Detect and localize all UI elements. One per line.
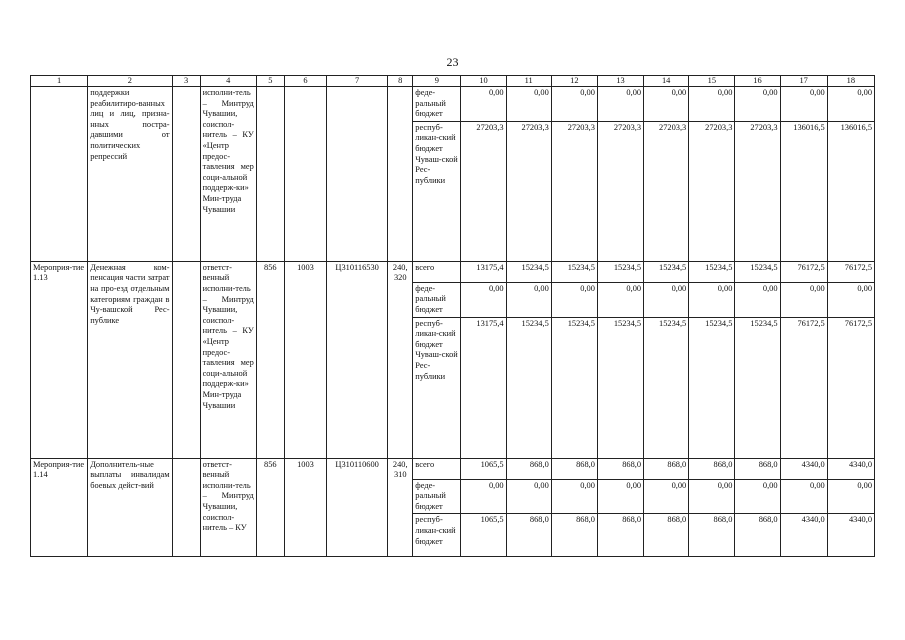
amount-cell: 76172,5 bbox=[780, 317, 827, 458]
amount-cell: 15234,5 bbox=[506, 317, 551, 458]
funding-source-cell: респуб-ликан-ский бюджет Чуваш-ской Рес-публики bbox=[413, 121, 461, 261]
subprogram-cell bbox=[172, 261, 200, 458]
amount-cell: 1065,5 bbox=[461, 514, 506, 557]
executor-cell: исполни-тель – Минтруд Чувашии, соиспол-нитель – КУ «Центр предос-тавления мер соци-альной поддерж-ки» Мин-труда Чувашии bbox=[200, 87, 256, 262]
amount-cell: 0,00 bbox=[689, 87, 735, 122]
amount-cell: 0,00 bbox=[735, 282, 780, 317]
column-number: 4 bbox=[200, 76, 256, 87]
expense-type-cell: 240, 320 bbox=[388, 261, 413, 458]
column-number: 16 bbox=[735, 76, 780, 87]
amount-cell: 868,0 bbox=[735, 458, 780, 479]
amount-cell: 27203,3 bbox=[644, 121, 689, 261]
amount-cell: 868,0 bbox=[689, 514, 735, 557]
amount-cell: 15234,5 bbox=[597, 261, 643, 282]
column-number: 10 bbox=[461, 76, 506, 87]
amount-cell: 0,00 bbox=[644, 282, 689, 317]
amount-cell: 4340,0 bbox=[827, 458, 874, 479]
amount-cell: 0,00 bbox=[827, 479, 874, 514]
amount-cell: 0,00 bbox=[780, 87, 827, 122]
amount-cell: 0,00 bbox=[827, 87, 874, 122]
amount-cell: 13175,4 bbox=[461, 261, 506, 282]
section-code-cell: 1003 bbox=[284, 458, 326, 557]
target-article-cell: Ц310110600 bbox=[327, 458, 388, 557]
program-table bbox=[30, 75, 875, 557]
amount-cell: 868,0 bbox=[644, 514, 689, 557]
amount-cell: 0,00 bbox=[506, 479, 551, 514]
amount-cell: 15234,5 bbox=[551, 261, 597, 282]
amount-cell: 0,00 bbox=[735, 87, 780, 122]
column-number: 3 bbox=[172, 76, 200, 87]
amount-cell: 15234,5 bbox=[551, 317, 597, 458]
amount-cell: 868,0 bbox=[506, 458, 551, 479]
amount-cell: 76172,5 bbox=[827, 261, 874, 282]
amount-cell: 0,00 bbox=[551, 282, 597, 317]
activity-name-cell: Дополнитель-ные выплаты инвалидам боевых дейст-вий bbox=[88, 458, 172, 557]
table-row bbox=[31, 87, 875, 122]
expense-type-cell bbox=[388, 87, 413, 262]
grbs-code-cell bbox=[256, 87, 284, 262]
amount-cell: 0,00 bbox=[506, 282, 551, 317]
column-number: 17 bbox=[780, 76, 827, 87]
amount-cell: 868,0 bbox=[689, 458, 735, 479]
amount-cell: 0,00 bbox=[780, 479, 827, 514]
amount-cell: 0,00 bbox=[597, 479, 643, 514]
amount-cell: 0,00 bbox=[735, 479, 780, 514]
amount-cell: 0,00 bbox=[644, 479, 689, 514]
column-number: 15 bbox=[689, 76, 735, 87]
amount-cell: 0,00 bbox=[506, 87, 551, 122]
expense-type-cell: 240, 310 bbox=[388, 458, 413, 557]
amount-cell: 868,0 bbox=[506, 514, 551, 557]
amount-cell: 15234,5 bbox=[597, 317, 643, 458]
amount-cell: 868,0 bbox=[597, 458, 643, 479]
amount-cell: 868,0 bbox=[551, 458, 597, 479]
funding-source-cell: всего bbox=[413, 458, 461, 479]
amount-cell: 15234,5 bbox=[689, 261, 735, 282]
amount-cell: 0,00 bbox=[689, 282, 735, 317]
amount-cell: 15234,5 bbox=[735, 317, 780, 458]
amount-cell: 868,0 bbox=[597, 514, 643, 557]
column-number: 11 bbox=[506, 76, 551, 87]
amount-cell: 27203,3 bbox=[551, 121, 597, 261]
amount-cell: 136016,5 bbox=[780, 121, 827, 261]
amount-cell: 1065,5 bbox=[461, 458, 506, 479]
column-number: 5 bbox=[256, 76, 284, 87]
column-number: 13 bbox=[597, 76, 643, 87]
activity-name-cell: Денежная ком-пенсация части затрат на про-езд отдельным категориям граждан в Чу-вашской Рес-публике bbox=[88, 261, 172, 458]
target-article-cell: Ц310116530 bbox=[327, 261, 388, 458]
amount-cell: 15234,5 bbox=[506, 261, 551, 282]
column-number-row bbox=[31, 76, 875, 87]
funding-source-cell: респуб-ликан-ский бюджет bbox=[413, 514, 461, 557]
table-row bbox=[31, 458, 875, 479]
amount-cell: 4340,0 bbox=[780, 458, 827, 479]
amount-cell: 15234,5 bbox=[735, 261, 780, 282]
funding-source-cell: феде-ральный бюджет bbox=[413, 479, 461, 514]
funding-source-cell: феде-ральный бюджет bbox=[413, 282, 461, 317]
column-number: 2 bbox=[88, 76, 172, 87]
amount-cell: 4340,0 bbox=[827, 514, 874, 557]
amount-cell: 27203,3 bbox=[735, 121, 780, 261]
column-number: 8 bbox=[388, 76, 413, 87]
amount-cell: 15234,5 bbox=[644, 317, 689, 458]
table-row bbox=[31, 261, 875, 282]
amount-cell: 0,00 bbox=[461, 87, 506, 122]
amount-cell: 4340,0 bbox=[780, 514, 827, 557]
amount-cell: 0,00 bbox=[461, 479, 506, 514]
target-article-cell bbox=[327, 87, 388, 262]
activity-number-cell bbox=[31, 87, 88, 262]
amount-cell: 76172,5 bbox=[827, 317, 874, 458]
amount-cell: 13175,4 bbox=[461, 317, 506, 458]
amount-cell: 27203,3 bbox=[689, 121, 735, 261]
amount-cell: 0,00 bbox=[644, 87, 689, 122]
section-code-cell: 1003 bbox=[284, 261, 326, 458]
activity-number-cell: Мероприя-тие 1.13 bbox=[31, 261, 88, 458]
amount-cell: 0,00 bbox=[689, 479, 735, 514]
amount-cell: 0,00 bbox=[461, 282, 506, 317]
amount-cell: 76172,5 bbox=[780, 261, 827, 282]
subprogram-cell bbox=[172, 458, 200, 557]
column-number: 18 bbox=[827, 76, 874, 87]
amount-cell: 0,00 bbox=[827, 282, 874, 317]
activity-number-cell: Мероприя-тие 1.14 bbox=[31, 458, 88, 557]
amount-cell: 0,00 bbox=[551, 479, 597, 514]
column-number: 1 bbox=[31, 76, 88, 87]
executor-cell: ответст-венный исполни-тель – Минтруд Чувашии, соиспол-нитель – КУ bbox=[200, 458, 256, 557]
amount-cell: 868,0 bbox=[735, 514, 780, 557]
column-number: 14 bbox=[644, 76, 689, 87]
amount-cell: 868,0 bbox=[551, 514, 597, 557]
funding-source-cell: респуб-ликан-ский бюджет Чуваш-ской Рес-публики bbox=[413, 317, 461, 458]
column-number: 12 bbox=[551, 76, 597, 87]
activity-name-cell: поддержки реабилитиро-ванных лиц и лиц, призна-нных постра-давшими от политических репрессий bbox=[88, 87, 172, 262]
subprogram-cell bbox=[172, 87, 200, 262]
amount-cell: 136016,5 bbox=[827, 121, 874, 261]
funding-source-cell: всего bbox=[413, 261, 461, 282]
executor-cell: ответст-венный исполни-тель – Минтруд Чувашии, соиспол-нитель – КУ «Центр предос-тавления мер соци-альной поддерж-ки» Мин-труда Чувашии bbox=[200, 261, 256, 458]
page-number: 23 bbox=[446, 55, 459, 69]
amount-cell: 0,00 bbox=[597, 282, 643, 317]
column-number: 7 bbox=[327, 76, 388, 87]
amount-cell: 15234,5 bbox=[644, 261, 689, 282]
column-number: 9 bbox=[413, 76, 461, 87]
amount-cell: 0,00 bbox=[780, 282, 827, 317]
amount-cell: 0,00 bbox=[597, 87, 643, 122]
funding-source-cell: феде-ральный бюджет bbox=[413, 87, 461, 122]
grbs-code-cell: 856 bbox=[256, 458, 284, 557]
amount-cell: 15234,5 bbox=[689, 317, 735, 458]
grbs-code-cell: 856 bbox=[256, 261, 284, 458]
section-code-cell bbox=[284, 87, 326, 262]
amount-cell: 868,0 bbox=[644, 458, 689, 479]
amount-cell: 27203,3 bbox=[506, 121, 551, 261]
amount-cell: 27203,3 bbox=[597, 121, 643, 261]
amount-cell: 0,00 bbox=[551, 87, 597, 122]
amount-cell: 27203,3 bbox=[461, 121, 506, 261]
column-number: 6 bbox=[284, 76, 326, 87]
